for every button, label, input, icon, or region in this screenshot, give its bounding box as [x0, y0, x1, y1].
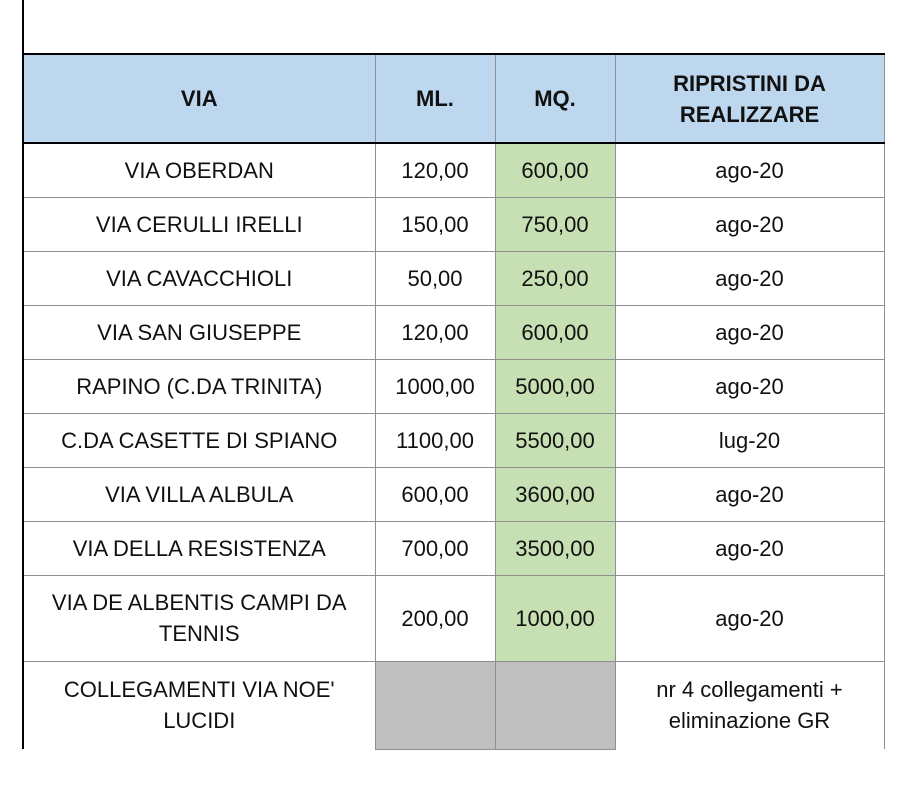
cell-via-line2: LUCIDI: [163, 708, 236, 734]
cell-ml[interactable]: 1000,00: [375, 359, 495, 413]
cell-ml[interactable]: 120,00: [375, 305, 495, 359]
cell-mq[interactable]: 1000,00: [495, 575, 615, 661]
cell-via[interactable]: VIA OBERDAN: [23, 143, 375, 197]
cell-ripristini[interactable]: ago-20: [615, 521, 884, 575]
header-ripristini-line1: RIPRISTINI DA: [673, 70, 826, 96]
cell-via[interactable]: VIA VILLA ALBULA: [23, 467, 375, 521]
table-row: [23, 661, 884, 749]
cell-ripristini[interactable]: ago-20: [615, 197, 884, 251]
cell-ripristini[interactable]: ago-20: [615, 359, 884, 413]
table-row: [23, 197, 884, 251]
header-via[interactable]: VIA: [23, 54, 375, 143]
cell-ml[interactable]: 120,00: [375, 143, 495, 197]
cell-ripristini[interactable]: ago-20: [615, 143, 884, 197]
cell-mq[interactable]: 5500,00: [495, 413, 615, 467]
table-body: [23, 143, 884, 749]
cell-via[interactable]: VIA SAN GIUSEPPE: [23, 305, 375, 359]
cell-ml[interactable]: 700,00: [375, 521, 495, 575]
cell-via[interactable]: [23, 575, 375, 661]
cell-mq[interactable]: 3600,00: [495, 467, 615, 521]
table-row: [23, 305, 884, 359]
cell-ripristini[interactable]: ago-20: [615, 467, 884, 521]
cell-mq[interactable]: 600,00: [495, 143, 615, 197]
cell-ml-empty[interactable]: [375, 661, 495, 749]
table-row: [23, 413, 884, 467]
table-header: [23, 54, 884, 143]
cell-via-line2: TENNIS: [158, 621, 240, 646]
cell-mq[interactable]: 750,00: [495, 197, 615, 251]
table-row: [23, 143, 884, 197]
cell-ripristini[interactable]: [615, 661, 884, 749]
cell-ripristini[interactable]: ago-20: [615, 251, 884, 305]
cell-via[interactable]: C.DA CASETTE DI SPIANO: [23, 413, 375, 467]
cell-ml[interactable]: 50,00: [375, 251, 495, 305]
cell-ripristini[interactable]: ago-20: [615, 575, 884, 661]
table-row: [23, 575, 884, 661]
header-mq[interactable]: MQ.: [495, 54, 615, 143]
cell-via[interactable]: VIA DELLA RESISTENZA: [23, 521, 375, 575]
cell-via-line1: VIA DE ALBENTIS CAMPI DA: [51, 590, 347, 615]
cell-via[interactable]: RAPINO (C.DA TRINITA): [23, 359, 375, 413]
cell-ripristini[interactable]: ago-20: [615, 305, 884, 359]
ripristini-table: [22, 53, 885, 750]
cell-ml[interactable]: 1100,00: [375, 413, 495, 467]
cell-mq[interactable]: 600,00: [495, 305, 615, 359]
cell-ml[interactable]: 150,00: [375, 197, 495, 251]
header-ripristini[interactable]: [615, 54, 884, 143]
cell-ml[interactable]: 600,00: [375, 467, 495, 521]
cell-via[interactable]: [23, 661, 375, 749]
table-row: [23, 359, 884, 413]
cell-mq[interactable]: 250,00: [495, 251, 615, 305]
header-row: [23, 54, 884, 143]
cell-ripristini-line1: nr 4 collegamenti +: [656, 677, 843, 703]
cell-mq[interactable]: 5000,00: [495, 359, 615, 413]
table-row: [23, 521, 884, 575]
cell-ml[interactable]: 200,00: [375, 575, 495, 661]
cell-via[interactable]: VIA CERULLI IRELLI: [23, 197, 375, 251]
cell-ripristini-line2: eliminazione GR: [668, 708, 831, 734]
cell-mq[interactable]: 3500,00: [495, 521, 615, 575]
cell-via-line1: COLLEGAMENTI VIA NOE': [63, 677, 335, 703]
cell-via[interactable]: VIA CAVACCHIOLI: [23, 251, 375, 305]
table-row: [23, 467, 884, 521]
header-ripristini-line2: REALIZZARE: [679, 101, 820, 127]
cell-mq-empty[interactable]: [495, 661, 615, 749]
header-ml[interactable]: ML.: [375, 54, 495, 143]
table-row: [23, 251, 884, 305]
cell-ripristini[interactable]: lug-20: [615, 413, 884, 467]
